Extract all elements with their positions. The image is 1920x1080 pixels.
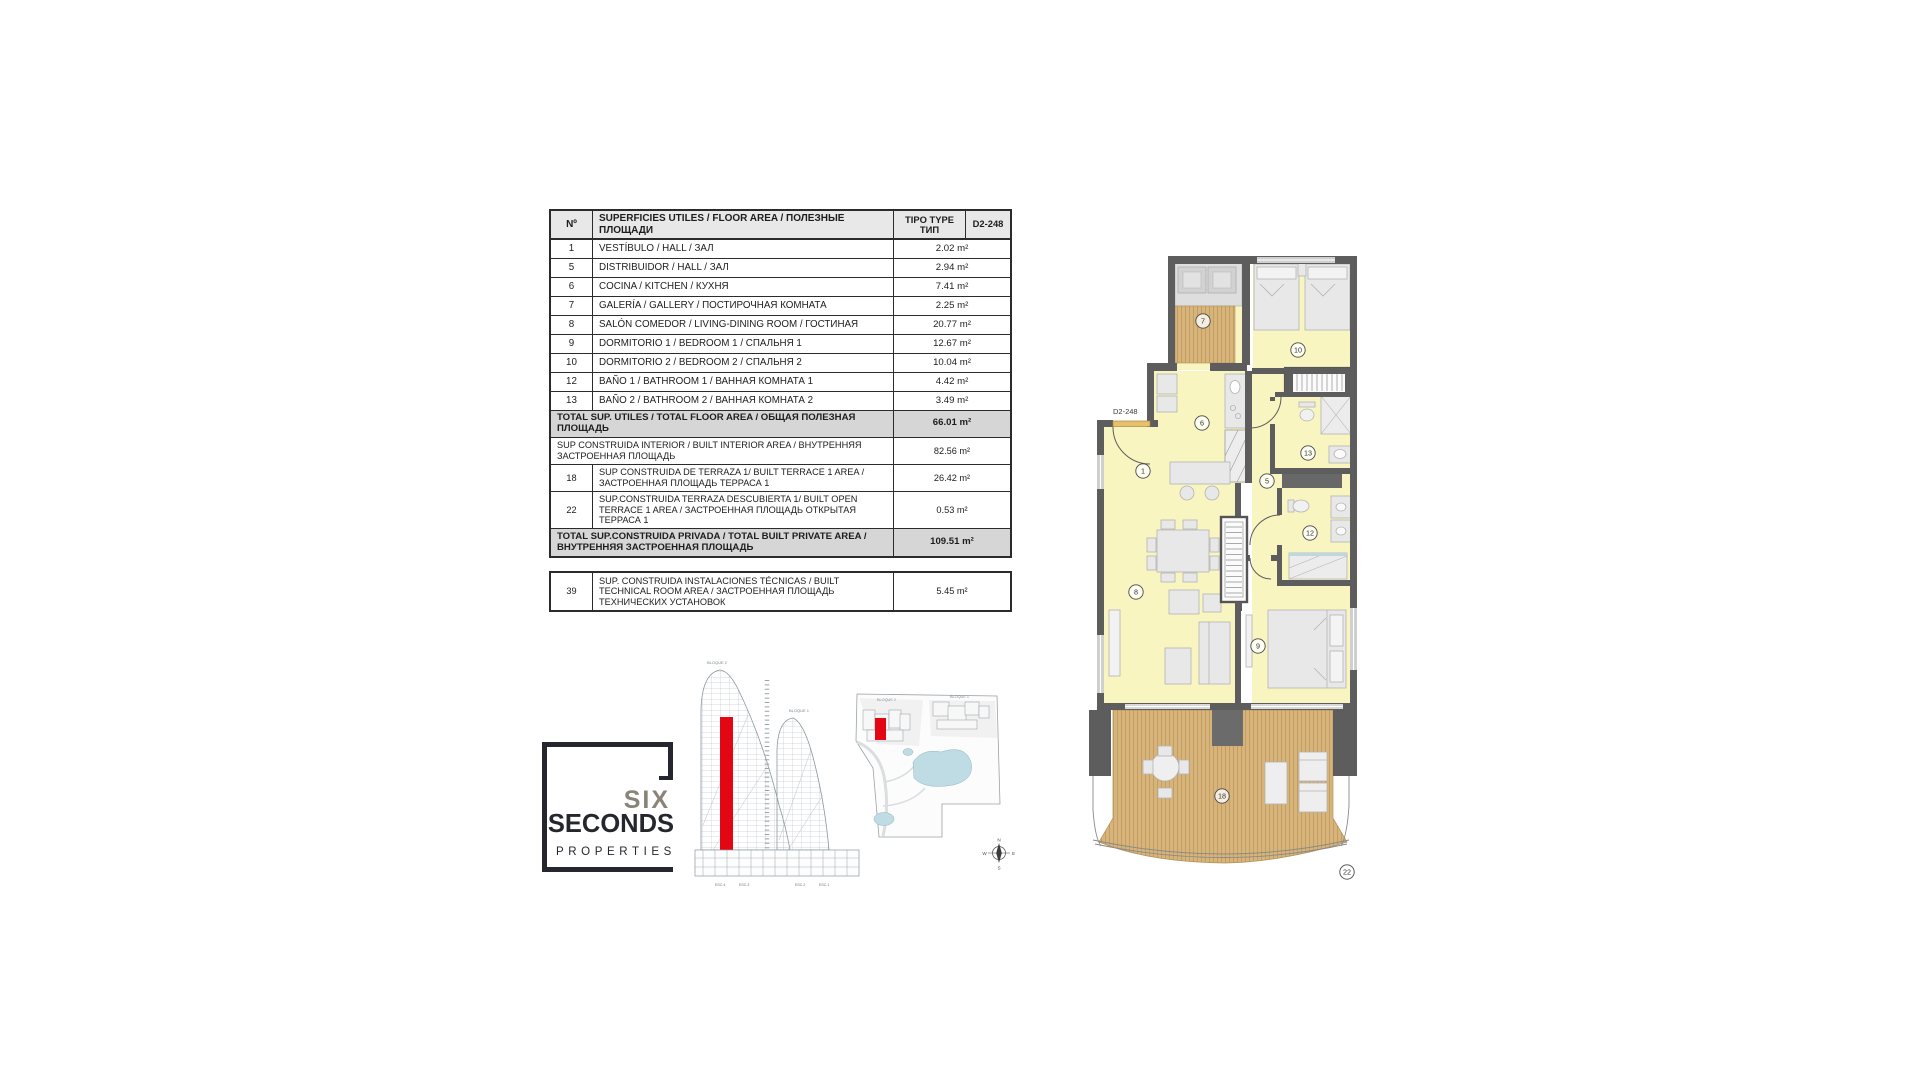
- bedroom-bench: [1246, 615, 1252, 667]
- tv-bench: [1109, 610, 1120, 676]
- armchair: [1169, 590, 1199, 614]
- technical-area-table: [549, 571, 1012, 611]
- compass-w: W: [982, 850, 987, 856]
- staircase-labels: [715, 883, 829, 887]
- table-row: 9 DORMITORIO 1 / BEDROOM 1 / СПАЛЬНЯ 1 12.67 m²: [551, 335, 1010, 354]
- kitchen-cabinet: [1157, 396, 1177, 412]
- room-number: 9: [1256, 641, 1260, 651]
- staircase-label: ESC.3: [739, 883, 750, 887]
- tower-left-label: BLOQUE 2: [707, 660, 728, 665]
- entry-door-leaf: [1113, 421, 1150, 427]
- compass-needle: [996, 843, 1002, 863]
- room-number: 22: [1343, 867, 1351, 877]
- site-bloque2-label: BLOQUE 2: [877, 698, 896, 702]
- compass-n: N: [997, 837, 1001, 843]
- sun-lounger: [1299, 783, 1327, 812]
- total-private-area-row: TOTAL SUP.CONSTRUIDA PRIVADA / TOTAL BUILT PRIVATE AREA / ВНУТРЕННЯЯ ЗАСТРОЕННАЯ ПЛОЩАДЬ 109.51 m²: [551, 529, 1010, 556]
- table-row: 18 SUP CONSTRUIDA DE TERRAZA 1/ BUILT TERRACE 1 AREA / ЗАСТРОЕННАЯ ПЛОЩАДЬ ТЕРРАСА 1 26.42 m²: [551, 465, 1010, 492]
- tower-elevations: [693, 655, 863, 895]
- side-table: [1203, 594, 1221, 612]
- staircase-label: ESC.1: [819, 883, 830, 887]
- nightstand: [1298, 263, 1306, 276]
- logo-word-seconds: SECONDS: [547, 810, 674, 838]
- table-header-row: Nº SUPERFICIES UTILES / FLOOR AREA / ПОЛЕЗНЫЕ ПЛОЩАДИ TIPO TYPE ТИП D2-248: [551, 211, 1010, 240]
- sun-lounger: [1265, 762, 1287, 804]
- table-row: 13 BAÑO 2 / BATHROOM 2 / ВАННАЯ КОМНАТА 2 3.49 m²: [551, 392, 1010, 411]
- terrace-pillar: [1212, 710, 1243, 746]
- unit-label: D2-248: [1113, 407, 1138, 416]
- small-pool: [874, 813, 894, 826]
- staircase-label: ESC.2: [795, 883, 806, 887]
- logo-frame: [668, 742, 673, 780]
- highlighted-unit-footprint: [875, 718, 886, 740]
- technical-area-row: 39 SUP. CONSTRUIDA INSTALACIONES TÉCNICAS / BUILT TECHNICAL ROOM AREA / ЗАСТРОЕННАЯ ПЛОЩАДЬ ТЕХНИЧЕСКИХ УСТАНОВОК 5.45 m²: [551, 573, 1010, 609]
- kitchen-cabinet: [1157, 374, 1177, 394]
- table-row: 22 SUP.CONSTRUIDA TERRAZA DESCUBIERTA 1/ BUILT OPEN TERRACE 1 AREA / ЗАСТРОЕННАЯ ПЛОЩАДЬ ОТКРЫТАЯ ТЕРРАСА 1 0.53 m²: [551, 492, 1010, 529]
- site-plan: [853, 686, 1053, 886]
- table-row: SUP CONSTRUIDA INTERIOR / BUILT INTERIOR AREA / ВНУТРЕННЯЯ ЗАСТРОЕННАЯ ПЛОЩАДЬ 82.56 m²: [551, 438, 1010, 465]
- terrace-table: [1151, 753, 1179, 781]
- site-bloque1-label: BLOQUE 1: [950, 695, 969, 699]
- compass-rose: [982, 838, 1015, 871]
- floor-plan: [1085, 250, 1370, 890]
- room-number: 1: [1141, 466, 1145, 476]
- table-gap: [549, 558, 1012, 571]
- room-number: 12: [1306, 528, 1314, 538]
- dining-table: [1157, 530, 1209, 572]
- small-pool: [903, 749, 913, 756]
- compass-e: E: [1011, 850, 1016, 856]
- room-number: 6: [1200, 418, 1204, 428]
- highlighted-unit-column: [720, 717, 733, 850]
- room-number: 13: [1304, 448, 1312, 458]
- room-number: 7: [1201, 316, 1205, 326]
- stool: [1205, 486, 1219, 500]
- total-floor-area-row: TOTAL SUP. UTILES / TOTAL FLOOR AREA / ОБЩАЯ ПОЛЕЗНАЯ ПЛОЩАДЬ 66.01 m²: [551, 411, 1010, 438]
- tower-bloque1-outline: [777, 718, 829, 850]
- kitchen-island: [1170, 462, 1230, 484]
- room-number: 5: [1265, 476, 1269, 486]
- floor-area-table: [549, 209, 1012, 558]
- sun-lounger: [1299, 752, 1327, 781]
- toilet: [1293, 500, 1309, 512]
- table-row: 7 GALERÍA / GALLERY / ПОСТИРОЧНАЯ КОМНАТА 2.25 m²: [551, 297, 1010, 316]
- podium-base: [695, 850, 859, 876]
- tower-right-label: BLOQUE 1: [789, 708, 810, 713]
- logo-frame: [542, 867, 673, 872]
- toilet-tank: [1299, 402, 1315, 407]
- main-pool: [913, 750, 972, 787]
- logo-frame: [542, 742, 673, 747]
- table-row: 6 COCINA / KITCHEN / КУХНЯ 7.41 m²: [551, 278, 1010, 297]
- building-bloque2-footprint: [863, 710, 910, 741]
- shower: [1289, 553, 1347, 579]
- logo-frame: [542, 742, 547, 872]
- staircase-label: ESC.4: [715, 883, 726, 887]
- six-seconds-logo: [542, 742, 676, 872]
- logo-word-properties: PROPERTIES: [556, 846, 676, 858]
- table-row: 1 VESTÍBULO / HALL / ЗАЛ 2.02 m²: [551, 240, 1010, 259]
- built-in-wardrobe-tall: [1221, 517, 1247, 611]
- sofa: [1199, 622, 1230, 684]
- area-table-section: [549, 209, 1012, 612]
- table-row: 8 SALÓN COMEDOR / LIVING-DINING ROOM / ГОСТИНАЯ 20.77 m²: [551, 316, 1010, 335]
- room-number: 18: [1218, 791, 1226, 801]
- table-row: 10 DORMITORIO 2 / BEDROOM 2 / СПАЛЬНЯ 2 10.04 m²: [551, 354, 1010, 373]
- room-number: 8: [1134, 587, 1138, 597]
- compass-s: S: [997, 865, 1001, 871]
- stool: [1180, 486, 1194, 500]
- room-number: 10: [1294, 345, 1302, 355]
- table-row: 5 DISTRIBUIDOR / HALL / ЗАЛ 2.94 m²: [551, 259, 1010, 278]
- table-row: 12 BAÑO 1 / BATHROOM 1 / ВАННАЯ КОМНАТА 1 4.42 m²: [551, 373, 1010, 392]
- logo-frame: [659, 776, 668, 780]
- toilet: [1300, 409, 1314, 421]
- coffee-table: [1165, 648, 1191, 684]
- logo-word-six: SIX: [623, 786, 670, 814]
